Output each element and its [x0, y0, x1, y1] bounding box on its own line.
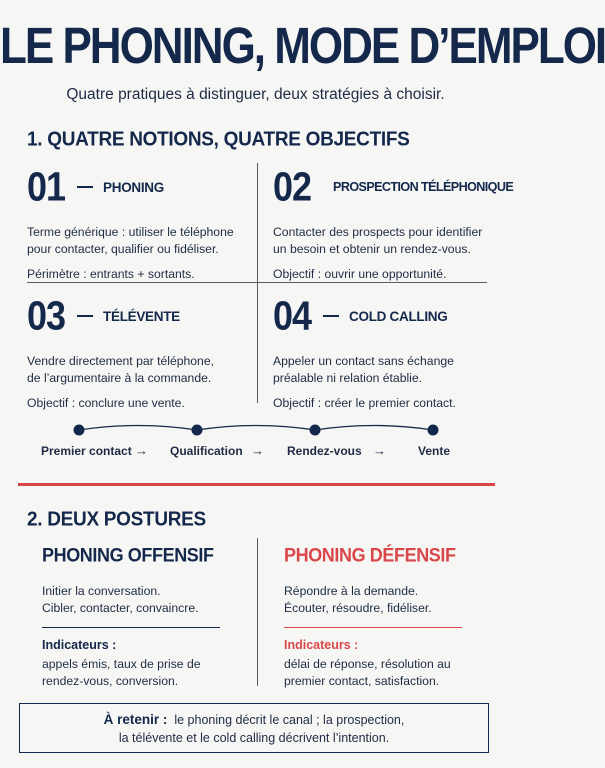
notion-desc-line: préalable ni relation établie. [273, 371, 423, 385]
timeline-dot [192, 425, 203, 436]
posture-desc-line: Cibler, contacter, convaincre. [42, 601, 199, 615]
dash-separator [323, 315, 339, 317]
section-divider [18, 483, 495, 486]
indicators-line: délai de réponse, résolution au [284, 657, 451, 671]
posture-rule [284, 627, 462, 628]
notion-desc-line: Contacter des prospects pour identifier [273, 225, 483, 239]
indicators-label: Indicateurs : [42, 638, 117, 652]
posture-desc-line: Écouter, résoudre, fidéliser. [284, 601, 432, 615]
notion-name: COLD CALLING [349, 308, 448, 324]
takeaway-line: la télévente et le cold calling décrivent l’intention. [118, 731, 390, 745]
grid-vertical-divider [257, 163, 258, 403]
timeline-track [0, 420, 511, 440]
posture-defensive [284, 544, 484, 690]
notion-number: 02 [273, 163, 312, 210]
timeline-dot [428, 425, 439, 436]
notion-objective: Objectif : conclure une vente. [27, 396, 185, 410]
page-subtitle: Quatre pratiques à distinguer, deux stratégies à choisir. [66, 86, 445, 103]
notion-card-prospection [273, 163, 514, 281]
notion-name: PROSPECTION TÉLÉPHONIQUE [333, 180, 514, 194]
section-1-title: 1. QUATRE NOTIONS, QUATRE OBJECTIFS [27, 128, 410, 151]
section-2-title: 2. DEUX POSTURES [27, 508, 206, 531]
posture-offensive [42, 544, 242, 690]
timeline-step-premier-contact: Premier contact [41, 444, 132, 458]
notion-desc-line: Terme générique : utiliser le téléphone [27, 225, 234, 239]
posture-rule [42, 627, 220, 628]
notion-objective: Objectif : créer le premier contact. [273, 396, 456, 410]
grid-horizontal-divider [27, 282, 487, 283]
timeline-dot [74, 425, 85, 436]
notion-desc-line: pour contacter, qualifier ou fidéliser. [27, 242, 219, 256]
arrow-right-icon: → [373, 443, 386, 458]
notion-objective: Objectif : ouvrir une opportunité. [273, 267, 447, 281]
timeline-step-qualification: Qualification [170, 444, 243, 458]
timeline-step-rendez-vous: Rendez-vous [287, 444, 362, 458]
notion-desc-line: Vendre directement par téléphone, [27, 354, 215, 368]
notion-card-cold-calling [273, 292, 493, 410]
timeline-step-vente: Vente [418, 444, 451, 458]
dash-separator [77, 315, 93, 317]
notion-number: 04 [273, 292, 312, 339]
posture-desc-line: Répondre à la demande. [284, 584, 419, 598]
takeaway-line: le phoning décrit le canal ; la prospection, [174, 713, 405, 727]
notion-name: PHONING [103, 179, 164, 195]
notion-desc-line: un besoin et obtenir un rendez-vous. [273, 242, 471, 256]
notion-name: TÉLÉVENTE [103, 308, 180, 324]
indicators-line: premier contact, satisfaction. [284, 674, 440, 688]
notion-desc-line: de l’argumentaire à la commande. [27, 371, 212, 385]
notion-number: 03 [27, 292, 66, 339]
indicators-label: Indicateurs : [284, 638, 359, 652]
timeline-curve [79, 426, 433, 431]
posture-title: PHONING DÉFENSIF [284, 544, 456, 566]
posture-title: PHONING OFFENSIF [42, 544, 214, 566]
indicators-line: appels émis, taux de prise de [42, 657, 201, 671]
postures-divider [257, 538, 258, 686]
takeaway-label: À retenir : [103, 712, 168, 727]
arrow-right-icon: → [251, 443, 264, 458]
key-takeaway-box [19, 703, 489, 753]
indicators-line: rendez-vous, conversion. [42, 674, 179, 688]
posture-desc-line: Initier la conversation. [42, 584, 161, 598]
notion-number: 01 [27, 163, 66, 210]
notion-objective: Périmètre : entrants + sortants. [27, 267, 195, 281]
page-title: LE PHONING, MODE D’EMPLOI [0, 18, 605, 75]
dash-separator [77, 186, 93, 188]
notion-desc-line: Appeler un contact sans échange [273, 354, 454, 368]
arrow-right-icon: → [135, 443, 148, 458]
notion-card-phoning [27, 163, 247, 281]
timeline-dot [310, 425, 321, 436]
notion-card-televente [27, 292, 247, 410]
process-timeline [0, 420, 511, 470]
